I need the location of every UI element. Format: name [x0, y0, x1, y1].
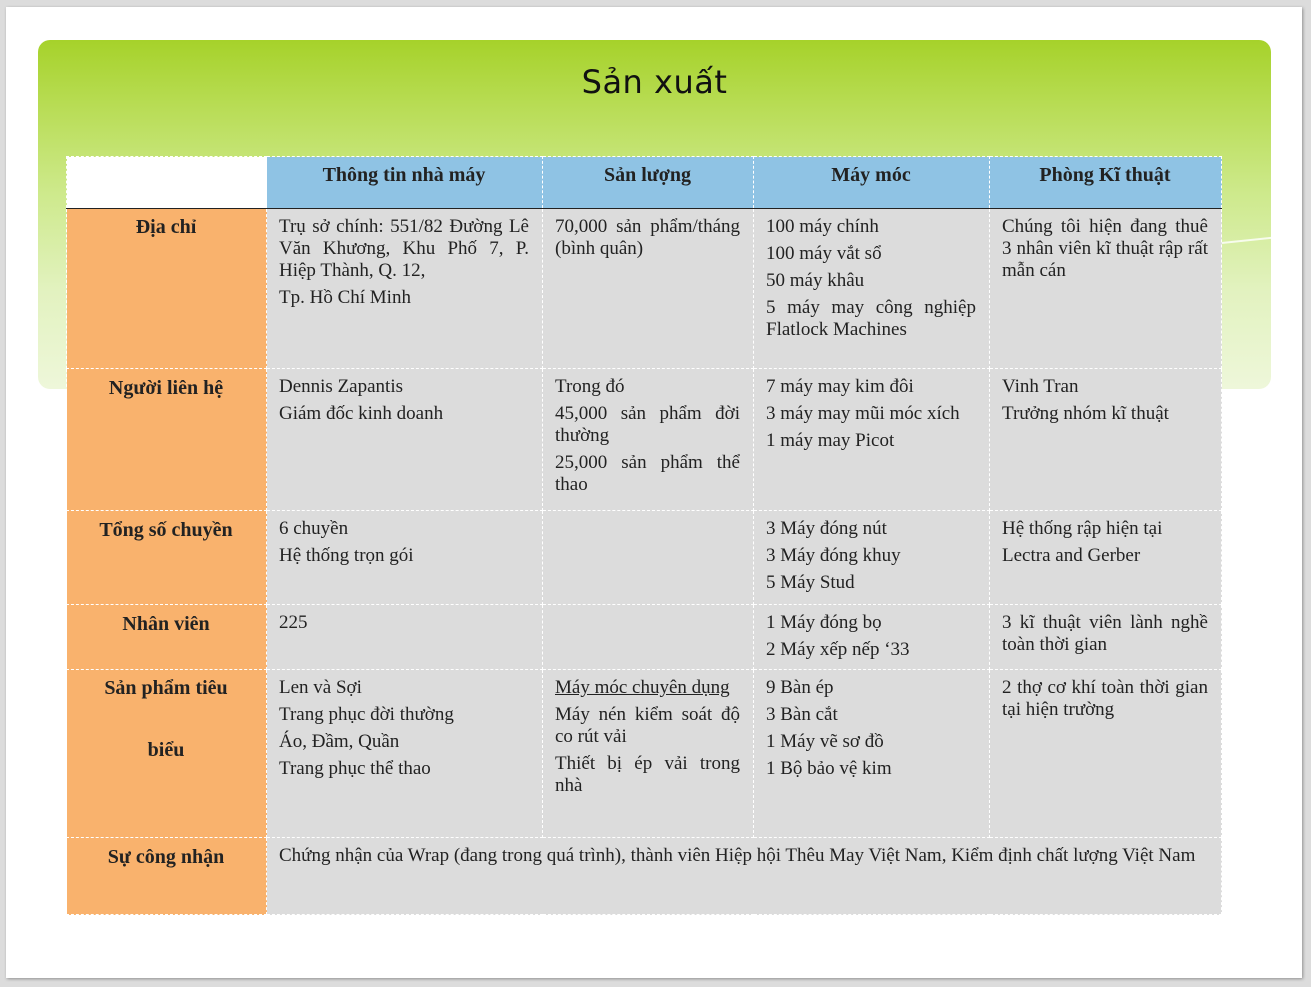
cell-line: 25,000 sản phẩm thể thao [555, 452, 740, 495]
table-cell [754, 209, 990, 369]
cell-line: 6 chuyền [279, 518, 349, 539]
table-cell [543, 670, 754, 838]
row-header-total-lines: Tổng số chuyền [67, 511, 267, 605]
row-header-featured-products [67, 670, 267, 838]
cell-line: Hệ thống rập hiện tại [1002, 518, 1163, 539]
table-cell-merged [267, 838, 1222, 915]
cell-line: 1 Máy vẽ sơ đồ [766, 731, 884, 752]
slide-title: Sản xuất [581, 63, 728, 101]
cell-line: 1 Bộ bảo vệ kim [766, 758, 892, 779]
cell-line: 50 máy khâu [766, 270, 865, 291]
table-cell [990, 369, 1222, 511]
table-row [67, 369, 1222, 511]
slide [6, 7, 1302, 978]
table-cell-empty [543, 511, 754, 605]
cell-line: 2 thợ cơ khí toàn thời gian tại hiện trường [1002, 677, 1208, 720]
cell-line: Dennis Zapantis [279, 376, 404, 397]
cell-line: 3 máy may mũi móc xích [766, 403, 960, 424]
cell-line: Áo, Đầm, Quần [279, 731, 400, 752]
cell-line: Máy nén kiểm soát độ co rút vải [555, 704, 740, 747]
table-cell [543, 209, 754, 369]
cell-line: Trang phục đời thường [279, 704, 454, 725]
column-header-machinery: Máy móc [754, 157, 990, 209]
table-corner-cell [67, 157, 267, 209]
cell-line: Chúng tôi hiện đang thuê 3 nhân viên kĩ thuật rập rất mẫn cán [1002, 216, 1208, 281]
table-cell [267, 605, 543, 670]
table-cell [754, 369, 990, 511]
cell-line: Trụ sở chính: 551/82 Đường Lê Văn Khương, Khu Phố 7, P. Hiệp Thành, Q. 12, [279, 216, 529, 281]
table-row [67, 511, 1222, 605]
row-header-contact: Người liên hệ [67, 369, 267, 511]
cell-line: 9 Bàn ép [766, 677, 834, 698]
table-cell [990, 209, 1222, 369]
row-header-staff: Nhân viên [67, 605, 267, 670]
cell-line: Trong đó [555, 376, 625, 397]
cell-line: Vinh Tran [1002, 376, 1079, 397]
cell-line: 225 [279, 612, 308, 633]
column-header-factory-info: Thông tin nhà máy [267, 157, 543, 209]
cell-line: Trưởng nhóm kĩ thuật [1002, 403, 1169, 424]
cell-line: Hệ thống trọn gói [279, 545, 414, 566]
table-row [67, 838, 1222, 915]
table-cell [267, 511, 543, 605]
production-table [66, 156, 1222, 915]
cell-line-underlined: Máy móc chuyên dụng [555, 677, 730, 698]
table-cell [543, 369, 754, 511]
table-cell [754, 511, 990, 605]
cell-line: Lectra and Gerber [1002, 545, 1141, 566]
cell-line: Thiết bị ép vải trong nhà [555, 753, 740, 796]
table-cell [754, 670, 990, 838]
table-header-row [67, 157, 1222, 209]
table-row [67, 605, 1222, 670]
table-cell [267, 670, 543, 838]
cell-line: 3 kĩ thuật viên lành nghề toàn thời gian [1002, 612, 1208, 655]
cell-line: 1 Máy đóng bọ [766, 612, 882, 633]
cell-line: 45,000 sản phẩm đời thường [555, 403, 740, 446]
row-header-address: Địa chỉ [67, 209, 267, 369]
cell-line: Giám đốc kinh doanh [279, 403, 444, 424]
cell-line: 5 Máy Stud [766, 572, 855, 593]
column-header-output: Sản lượng [543, 157, 754, 209]
row-header-line: biểu [147, 739, 185, 761]
cell-line: Chứng nhận của Wrap (đang trong quá trình), thành viên Hiệp hội Thêu May Việt Nam, Kiểm định chất lượng Việt Nam [279, 845, 1196, 866]
cell-line: 3 Bàn cắt [766, 704, 838, 725]
table-cell-empty [543, 605, 754, 670]
table-cell [990, 670, 1222, 838]
cell-line: 7 máy may kim đôi [766, 376, 914, 397]
row-header-line: Sản phẩm tiêu [104, 677, 228, 699]
cell-line: 100 máy vắt sổ [766, 243, 882, 264]
table-cell [754, 605, 990, 670]
table-row [67, 209, 1222, 369]
table-cell [267, 369, 543, 511]
cell-line: Tp. Hồ Chí Minh [279, 287, 411, 308]
cell-line: 2 Máy xếp nếp ‘33 [766, 639, 910, 660]
cell-line: Len và Sợi [279, 677, 362, 698]
cell-line: 3 Máy đóng nút [766, 518, 887, 539]
cell-line: 100 máy chính [766, 216, 879, 237]
cell-line: Trang phục thể thao [279, 758, 431, 779]
table-cell [990, 511, 1222, 605]
column-header-technical-dept: Phòng Kĩ thuật [990, 157, 1222, 209]
table-cell [267, 209, 543, 369]
cell-line: 1 máy may Picot [766, 430, 895, 451]
row-header-recognition: Sự công nhận [67, 838, 267, 915]
table-cell [990, 605, 1222, 670]
cell-line: 3 Máy đóng khuy [766, 545, 901, 566]
cell-line: 5 máy may công nghiệp Flatlock Machines [766, 297, 976, 340]
cell-line: 70,000 sản phẩm/tháng (bình quân) [555, 216, 740, 259]
table-row [67, 670, 1222, 838]
